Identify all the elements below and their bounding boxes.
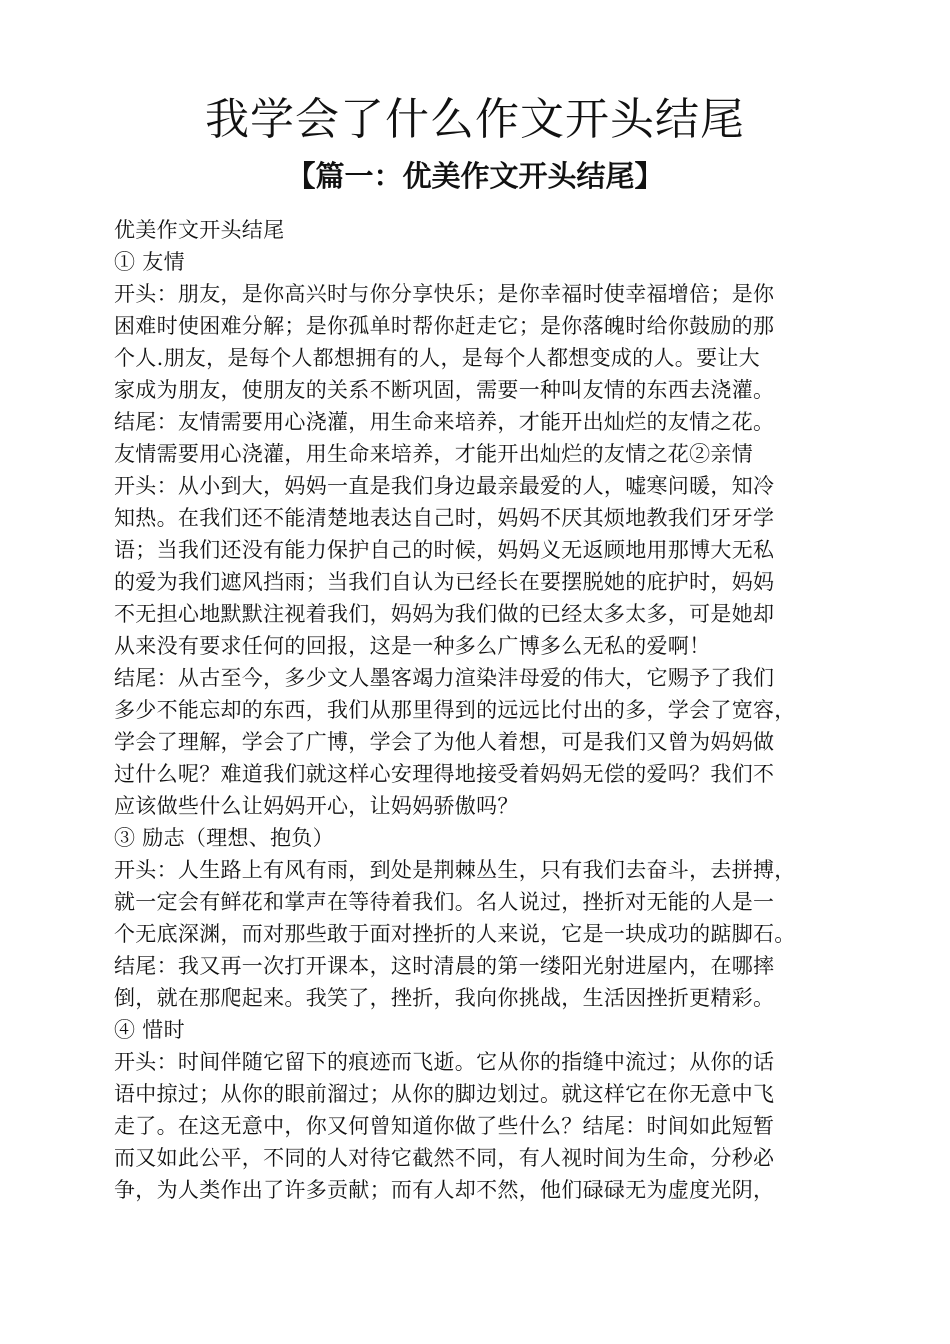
text-line: 开头：时间伴随它留下的痕迹而飞逝。它从你的指缝中流过；从你的话 (114, 1050, 775, 1074)
text-line: 结尾：友情需要用心浇灌，用生命来培养，才能开出灿烂的友情之花。 (114, 410, 775, 434)
text-line: 家成为朋友，使朋友的关系不断巩固，需要一种叫友情的东西去浇灌。 (114, 378, 775, 402)
document-title: 我学会了什么作文开头结尾 (205, 94, 745, 145)
text-line: 过什么呢？难道我们就这样心安理得地接受着妈妈无偿的爱吗？我们不 (114, 762, 775, 786)
text-line: 就一定会有鲜花和掌声在等待着我们。名人说过，挫折对无能的人是一 (114, 890, 775, 914)
text-line: 个人.朋友，是每个人都想拥有的人，是每个人都想变成的人。要让大 (114, 346, 760, 370)
text-line: 而又如此公平，不同的人对待它截然不同，有人视时间为生命，分秒必 (114, 1146, 775, 1170)
text-line: ① 友情 (114, 250, 185, 274)
text-line: 的爱为我们遮风挡雨；当我们自认为已经长在要摆脱她的庇护时，妈妈 (114, 570, 775, 594)
text-line: 倒，就在那爬起来。我笑了，挫折，我向你挑战，生活因挫折更精彩。 (114, 986, 775, 1010)
text-line: 语；当我们还没有能力保护自己的时候，妈妈义无返顾地用那博大无私 (114, 538, 775, 562)
text-line: 开头：从小到大，妈妈一直是我们身边最亲最爱的人，嘘寒问暖，知冷 (114, 474, 775, 498)
text-line: 多少不能忘却的东西，我们从那里得到的远远比付出的多，学会了宽容， (114, 698, 796, 722)
text-line: 困难时使困难分解；是你孤单时帮你赶走它；是你落魄时给你鼓励的那 (114, 314, 775, 338)
text-line: 友情需要用心浇灌，用生命来培养，才能开出灿烂的友情之花②亲情 (114, 442, 753, 466)
text-line: 结尾：从古至今，多少文人墨客竭力渲染沣母爱的伟大，它赐予了我们 (114, 666, 775, 690)
text-line: ③ 励志（理想、抱负） (114, 826, 334, 850)
text-line: 结尾：我又再一次打开课本，这时清晨的第一缕阳光射进屋内，在哪摔 (114, 954, 775, 978)
text-line: 学会了理解，学会了广博，学会了为他人着想，可是我们又曾为妈妈做 (114, 730, 775, 754)
text-line: 优美作文开头结尾 (114, 218, 285, 242)
text-line: 知热。在我们还不能清楚地表达自己时，妈妈不厌其烦地教我们牙牙学 (114, 506, 775, 530)
text-line: 走了。在这无意中，你又何曾知道你做了些什么？结尾：时间如此短暂 (114, 1114, 775, 1138)
document-body (114, 214, 854, 1206)
text-line: 从来没有要求任何的回报，这是一种多么广博多么无私的爱啊！ (114, 634, 711, 658)
text-line: ④ 惜时 (114, 1018, 185, 1042)
text-line: 开头：人生路上有风有雨，到处是荆棘丛生，只有我们去奋斗，去拼搏， (114, 858, 796, 882)
text-line: 开头：朋友，是你高兴时与你分享快乐；是你幸福时使幸福增倍；是你 (114, 282, 775, 306)
text-line: 个无底深渊，而对那些敢于面对挫折的人来说，它是一块成功的踮脚石。 (114, 922, 796, 946)
section-heading: 【篇一：优美作文开头结尾】 (286, 159, 664, 193)
text-line: 不无担心地默默注视着我们，妈妈为我们做的已经太多太多，可是她却 (114, 602, 775, 626)
text-line: 语中掠过；从你的眼前溜过；从你的脚边划过。就这样它在你无意中飞 (114, 1082, 775, 1106)
text-line: 应该做些什么让妈妈开心，让妈妈骄傲吗？ (114, 794, 519, 818)
text-line: 争，为人类作出了许多贡献；而有人却不然，他们碌碌无为虚度光阴， (114, 1178, 775, 1202)
